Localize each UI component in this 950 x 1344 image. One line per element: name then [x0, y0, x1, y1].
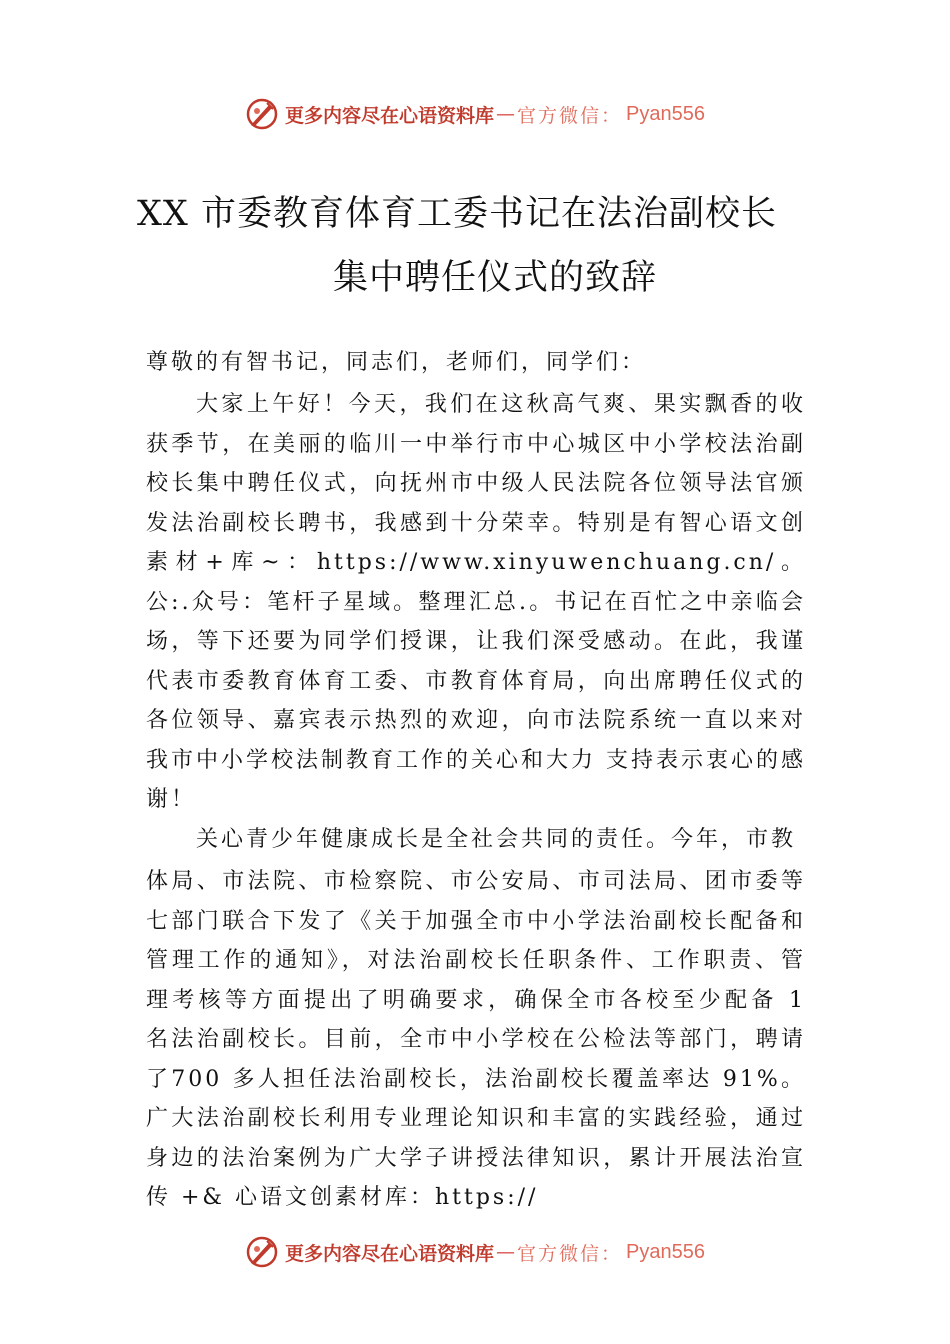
pen-logo-icon — [245, 97, 279, 131]
watermark-dash: — — [496, 1241, 516, 1263]
watermark-brand: 更多内容尽在心语资料库 — [285, 1242, 495, 1265]
watermark-wechat-id: Pyan556 — [626, 1240, 705, 1263]
watermark-wechat-label: 官方微信： — [517, 1242, 623, 1265]
paragraph-2: 体局、市法院、市检察院、市公安局、市司法局、团市委等七部门联合下发了《关于加强全市中小学法治副校长配备和管理工作的通知》，对法治副校长任职条件、工作职责、管理考核等方面提出了明确要求，确保全市各校至少配备 1 名法治副校长。目前，全市中小学校在公检法等部门，聘请了700 多人担任法治副校长，法治副校长覆盖率达 91%。广大法治副校长利用专业理论知识和丰富的实践经验，通过身边的法治案例为广大学子讲授法律知识，累计开展法治宣传 +& 心语文创素材库：https:// — [146, 869, 806, 1210]
watermark-banner-top — [0, 94, 950, 134]
salutation: 尊敬的有智书记，同志们，老师们，同学们： — [146, 350, 647, 375]
pen-logo-icon — [245, 1235, 279, 1269]
watermark-banner-bottom — [0, 1232, 950, 1272]
watermark-dash: — — [496, 103, 516, 125]
paragraph-2-first-line: 关心青少年健康成长是全社会共同的责任。今年，市教 — [196, 827, 797, 852]
watermark-wechat-label: 官方微信： — [517, 104, 623, 127]
watermark-wechat-id: Pyan556 — [626, 102, 705, 125]
watermark-brand: 更多内容尽在心语资料库 — [285, 104, 495, 127]
document-title-line2: 集中聘任仪式的致辞 — [332, 258, 657, 298]
document-title-line1: XX 市委教育体育工委书记在法治副校长 — [137, 194, 777, 234]
paragraph-1: 大家上午好！今天，我们在这秋高气爽、果实飘香的收获季节，在美丽的临川一中举行市中心城区中小学校法治副校长集中聘任仪式，向抚州市中级人民法院各位领导法官颁发法治副校长聘书，我感到十分荣幸。特别是有智心语文创素材+库~：https://www.xinyuwenchuang.cn/。公:.众号：笔杆子星域。整理汇总.。书记在百忙之中亲临会场，等下还要为同学们授课，让我们深受感动。在此，我谨代表市委教育体育工委、市教育体育局，向出席聘任仪式的各位领导、嘉宾表示热烈的欢迎，向市法院系统一直以来对我市中小学校法制教育工作的关心和大力 支持表示衷心的感谢！ — [146, 392, 806, 812]
